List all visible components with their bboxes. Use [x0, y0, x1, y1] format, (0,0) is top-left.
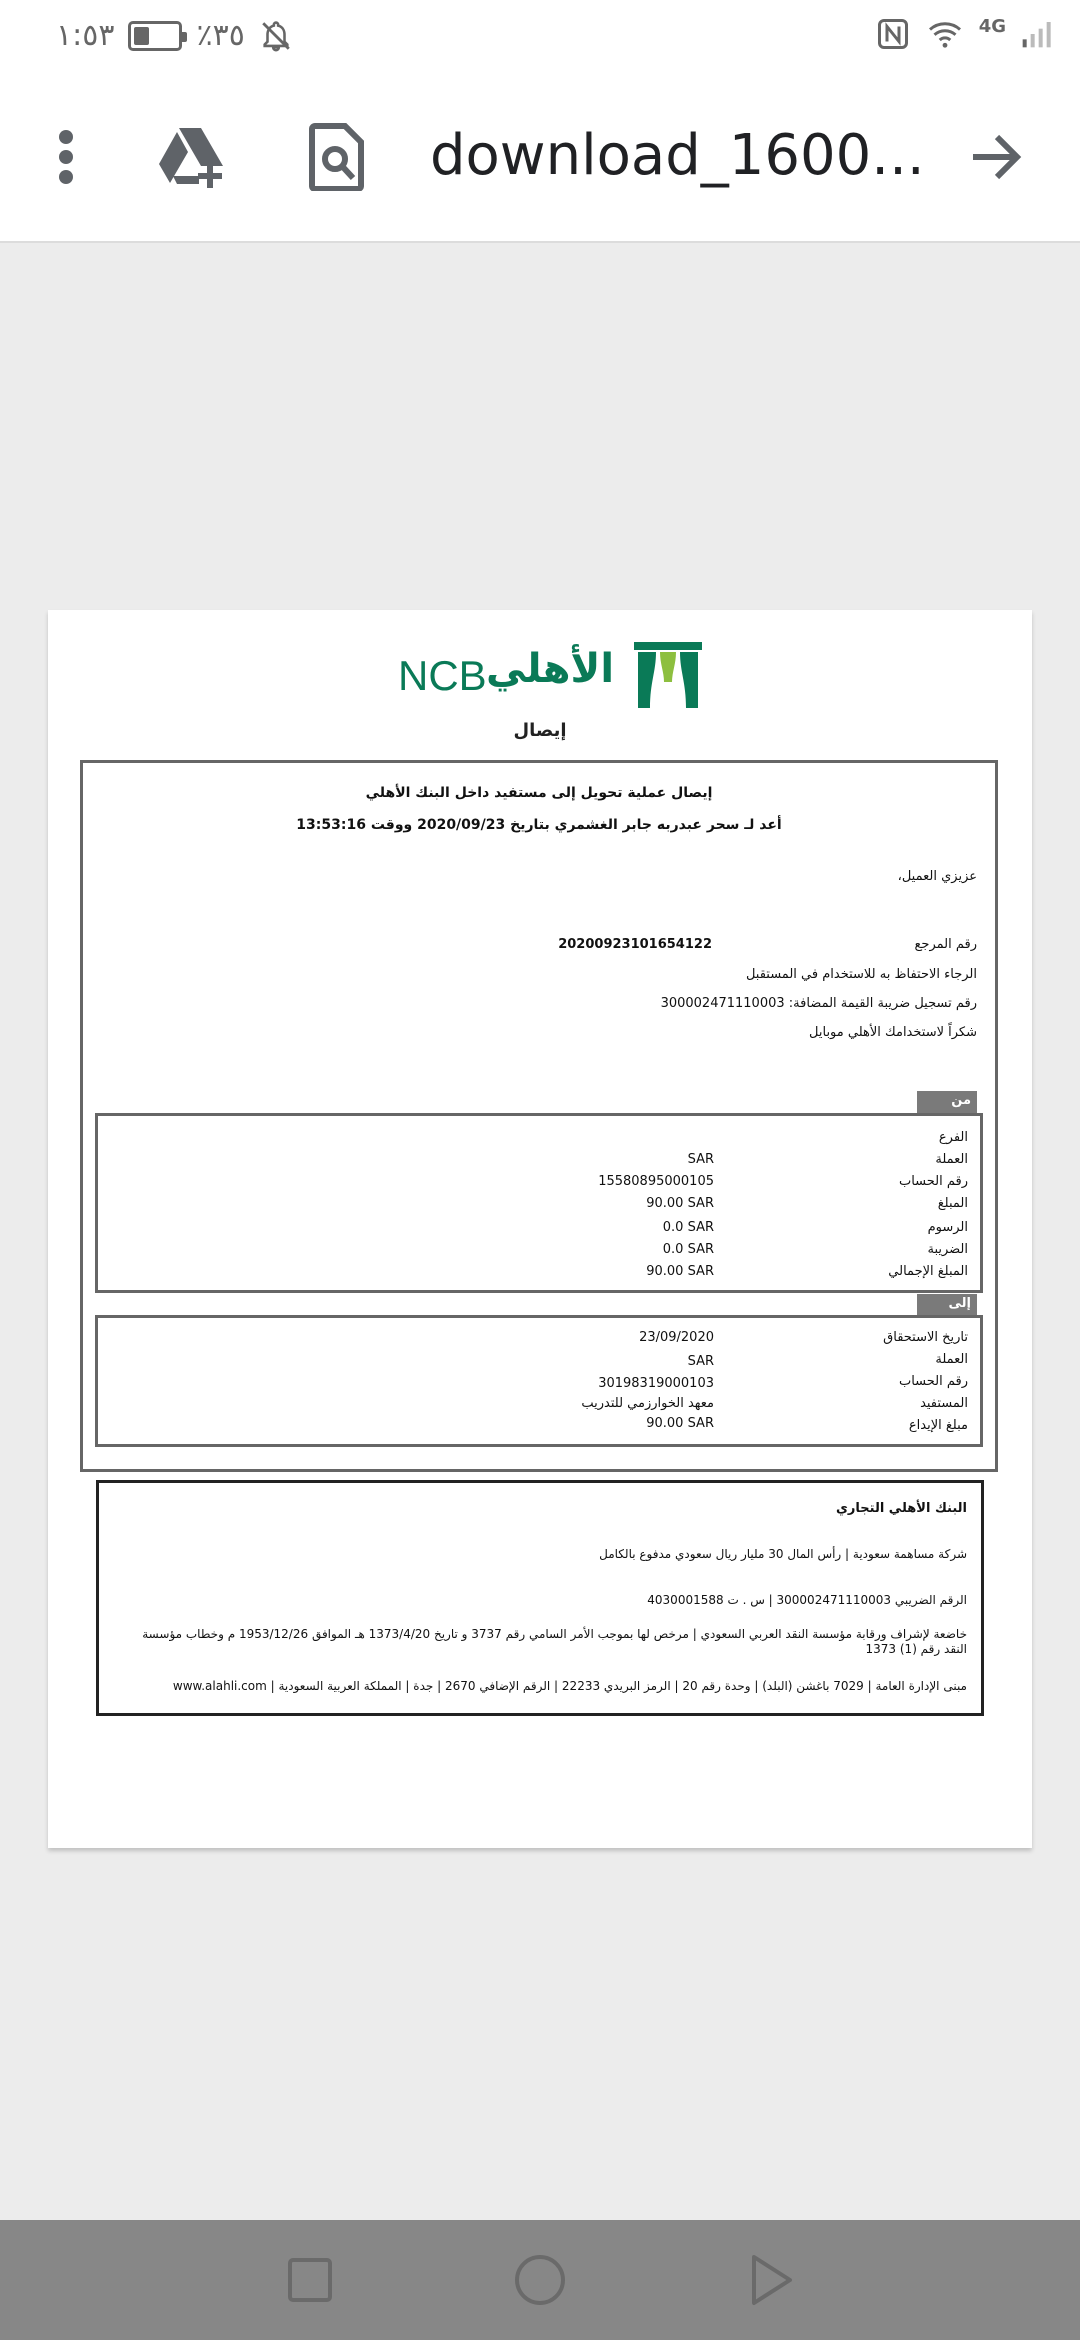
- to-due-label: تاريخ الاستحقاق: [883, 1330, 968, 1345]
- system-nav-bar: [0, 2220, 1080, 2340]
- from-currency-value: SAR: [687, 1152, 714, 1167]
- signal-icon: [1020, 16, 1052, 52]
- find-in-page-icon: [309, 123, 365, 191]
- to-due-value: 23/09/2020: [639, 1330, 714, 1345]
- battery-percent: ٪٣٥: [196, 18, 245, 53]
- triangle-back-icon: [738, 2248, 802, 2312]
- prepared-for: أعد لـ سحر عبدربه جابر الغشمري بتاريخ 2020/09/23 ووقت 13:53:16: [296, 817, 782, 833]
- to-currency-label: العملة: [935, 1352, 968, 1367]
- add-to-drive-button[interactable]: [150, 115, 234, 199]
- reference-value: 20200923101654122: [558, 937, 712, 952]
- keep-note: الرجاء الاحتفاظ به للاستخدام في المستقبل: [745, 967, 977, 982]
- silent-bell-icon: [259, 19, 293, 53]
- receipt-heading: إيصال: [513, 720, 567, 741]
- to-deposit-label: مبلغ الإيداع: [908, 1418, 968, 1433]
- add-to-drive-icon: [157, 126, 227, 188]
- status-bar: [0, 0, 1080, 75]
- from-branch-label: الفرع: [938, 1130, 968, 1145]
- from-total-value: 90.00 SAR: [646, 1264, 714, 1279]
- to-account-label: رقم الحساب: [898, 1374, 968, 1389]
- battery-icon: [128, 21, 182, 51]
- receipt-main-box: [80, 760, 998, 1472]
- from-amount-label: المبلغ: [937, 1196, 968, 1211]
- receipt-title: إيصال عملية تحويل إلى مستفيد داخل البنك الأهلي: [365, 785, 713, 801]
- thanks-line: شكراً لاستخدامك الأهلي موبايل: [809, 1025, 977, 1040]
- to-currency-value: SAR: [687, 1354, 714, 1369]
- viewer-toolbar: [0, 75, 1080, 243]
- arrow-forward-icon: [969, 132, 1025, 182]
- to-deposit-value: 90.00 SAR: [646, 1416, 714, 1431]
- clock: ١:٥٣: [56, 18, 115, 53]
- wifi-icon: [925, 16, 965, 52]
- to-tag: إلى: [917, 1294, 977, 1316]
- recents-button[interactable]: [278, 2248, 342, 2312]
- status-left: [56, 18, 293, 53]
- from-tax-value: 0.0 SAR: [662, 1242, 714, 1257]
- regulation-line: خاضعة لإشراف ورقابة مؤسسة النقد العربي السعودي | مرخص لها بموجب الأمر السامي رقم 3737 و تاريخ 1373/4/20 هـ الموافق 1953/12/26 م وخطاب مؤسسة النقد رقم (1) 1373: [142, 1627, 967, 1656]
- from-fees-label: الرسوم: [927, 1220, 968, 1235]
- square-icon: [278, 2248, 342, 2312]
- bank-name: البنك الأهلي التجاري: [835, 1501, 967, 1516]
- more-vert-icon: [56, 129, 76, 185]
- circle-icon: [508, 2248, 572, 2312]
- to-section: [95, 1315, 983, 1447]
- greeting: عزيزي العميل،: [897, 869, 977, 884]
- from-total-label: المبلغ الإجمالي: [888, 1264, 968, 1279]
- to-account-value: 30198319000103: [598, 1376, 714, 1391]
- reference-label: رقم المرجع: [914, 937, 977, 952]
- more-options-button[interactable]: [24, 115, 108, 199]
- address-line: مبنى الإدارة العامة | 7029 باغشن (البلد) | وحدة رقم 20 | الرمز البريدي 22233 | الرقم الإضافي 2670 | جدة | المملكة العربية السعودية | www.alahli.com: [172, 1679, 967, 1693]
- ncb-emblem-icon: [630, 640, 706, 710]
- from-section: [95, 1113, 983, 1293]
- open-forward-button[interactable]: [955, 115, 1039, 199]
- from-fees-value: 0.0 SAR: [662, 1220, 714, 1235]
- back-button[interactable]: [738, 2248, 802, 2312]
- vat-line: رقم تسجيل ضريبة القيمة المضافة: 300002471110003: [660, 996, 977, 1011]
- to-beneficiary-label: المستفيد: [920, 1396, 968, 1411]
- company-line: شركة مساهمة سعودية | رأس المال 30 مليار ريال سعودي مدفوع بالكامل: [599, 1547, 967, 1561]
- file-name: download_1600...: [430, 123, 925, 188]
- to-beneficiary-value: معهد الخوارزمي للتدريب: [581, 1396, 714, 1411]
- from-account-label: رقم الحساب: [898, 1174, 968, 1189]
- from-tag: من: [917, 1091, 977, 1113]
- status-right: [875, 16, 1052, 52]
- from-tax-label: الضريبة: [927, 1242, 968, 1257]
- logo-text-latin: NCB: [398, 652, 487, 699]
- logo-text-arabic: الأهلي: [486, 646, 615, 692]
- network-type: 4G: [978, 15, 1006, 37]
- from-account-value: 15580895000105: [598, 1174, 714, 1189]
- from-currency-label: العملة: [935, 1152, 968, 1167]
- ncb-logo: [398, 640, 708, 720]
- nfc-icon: [875, 16, 911, 52]
- document-page[interactable]: [48, 610, 1032, 1848]
- home-button[interactable]: [508, 2248, 572, 2312]
- from-amount-value: 90.00 SAR: [646, 1196, 714, 1211]
- tax-cr-line: الرقم الضريبي 300002471110003 | س . ت 4030001588: [647, 1593, 967, 1607]
- find-in-page-button[interactable]: [295, 115, 379, 199]
- bank-footer-box: [96, 1480, 984, 1716]
